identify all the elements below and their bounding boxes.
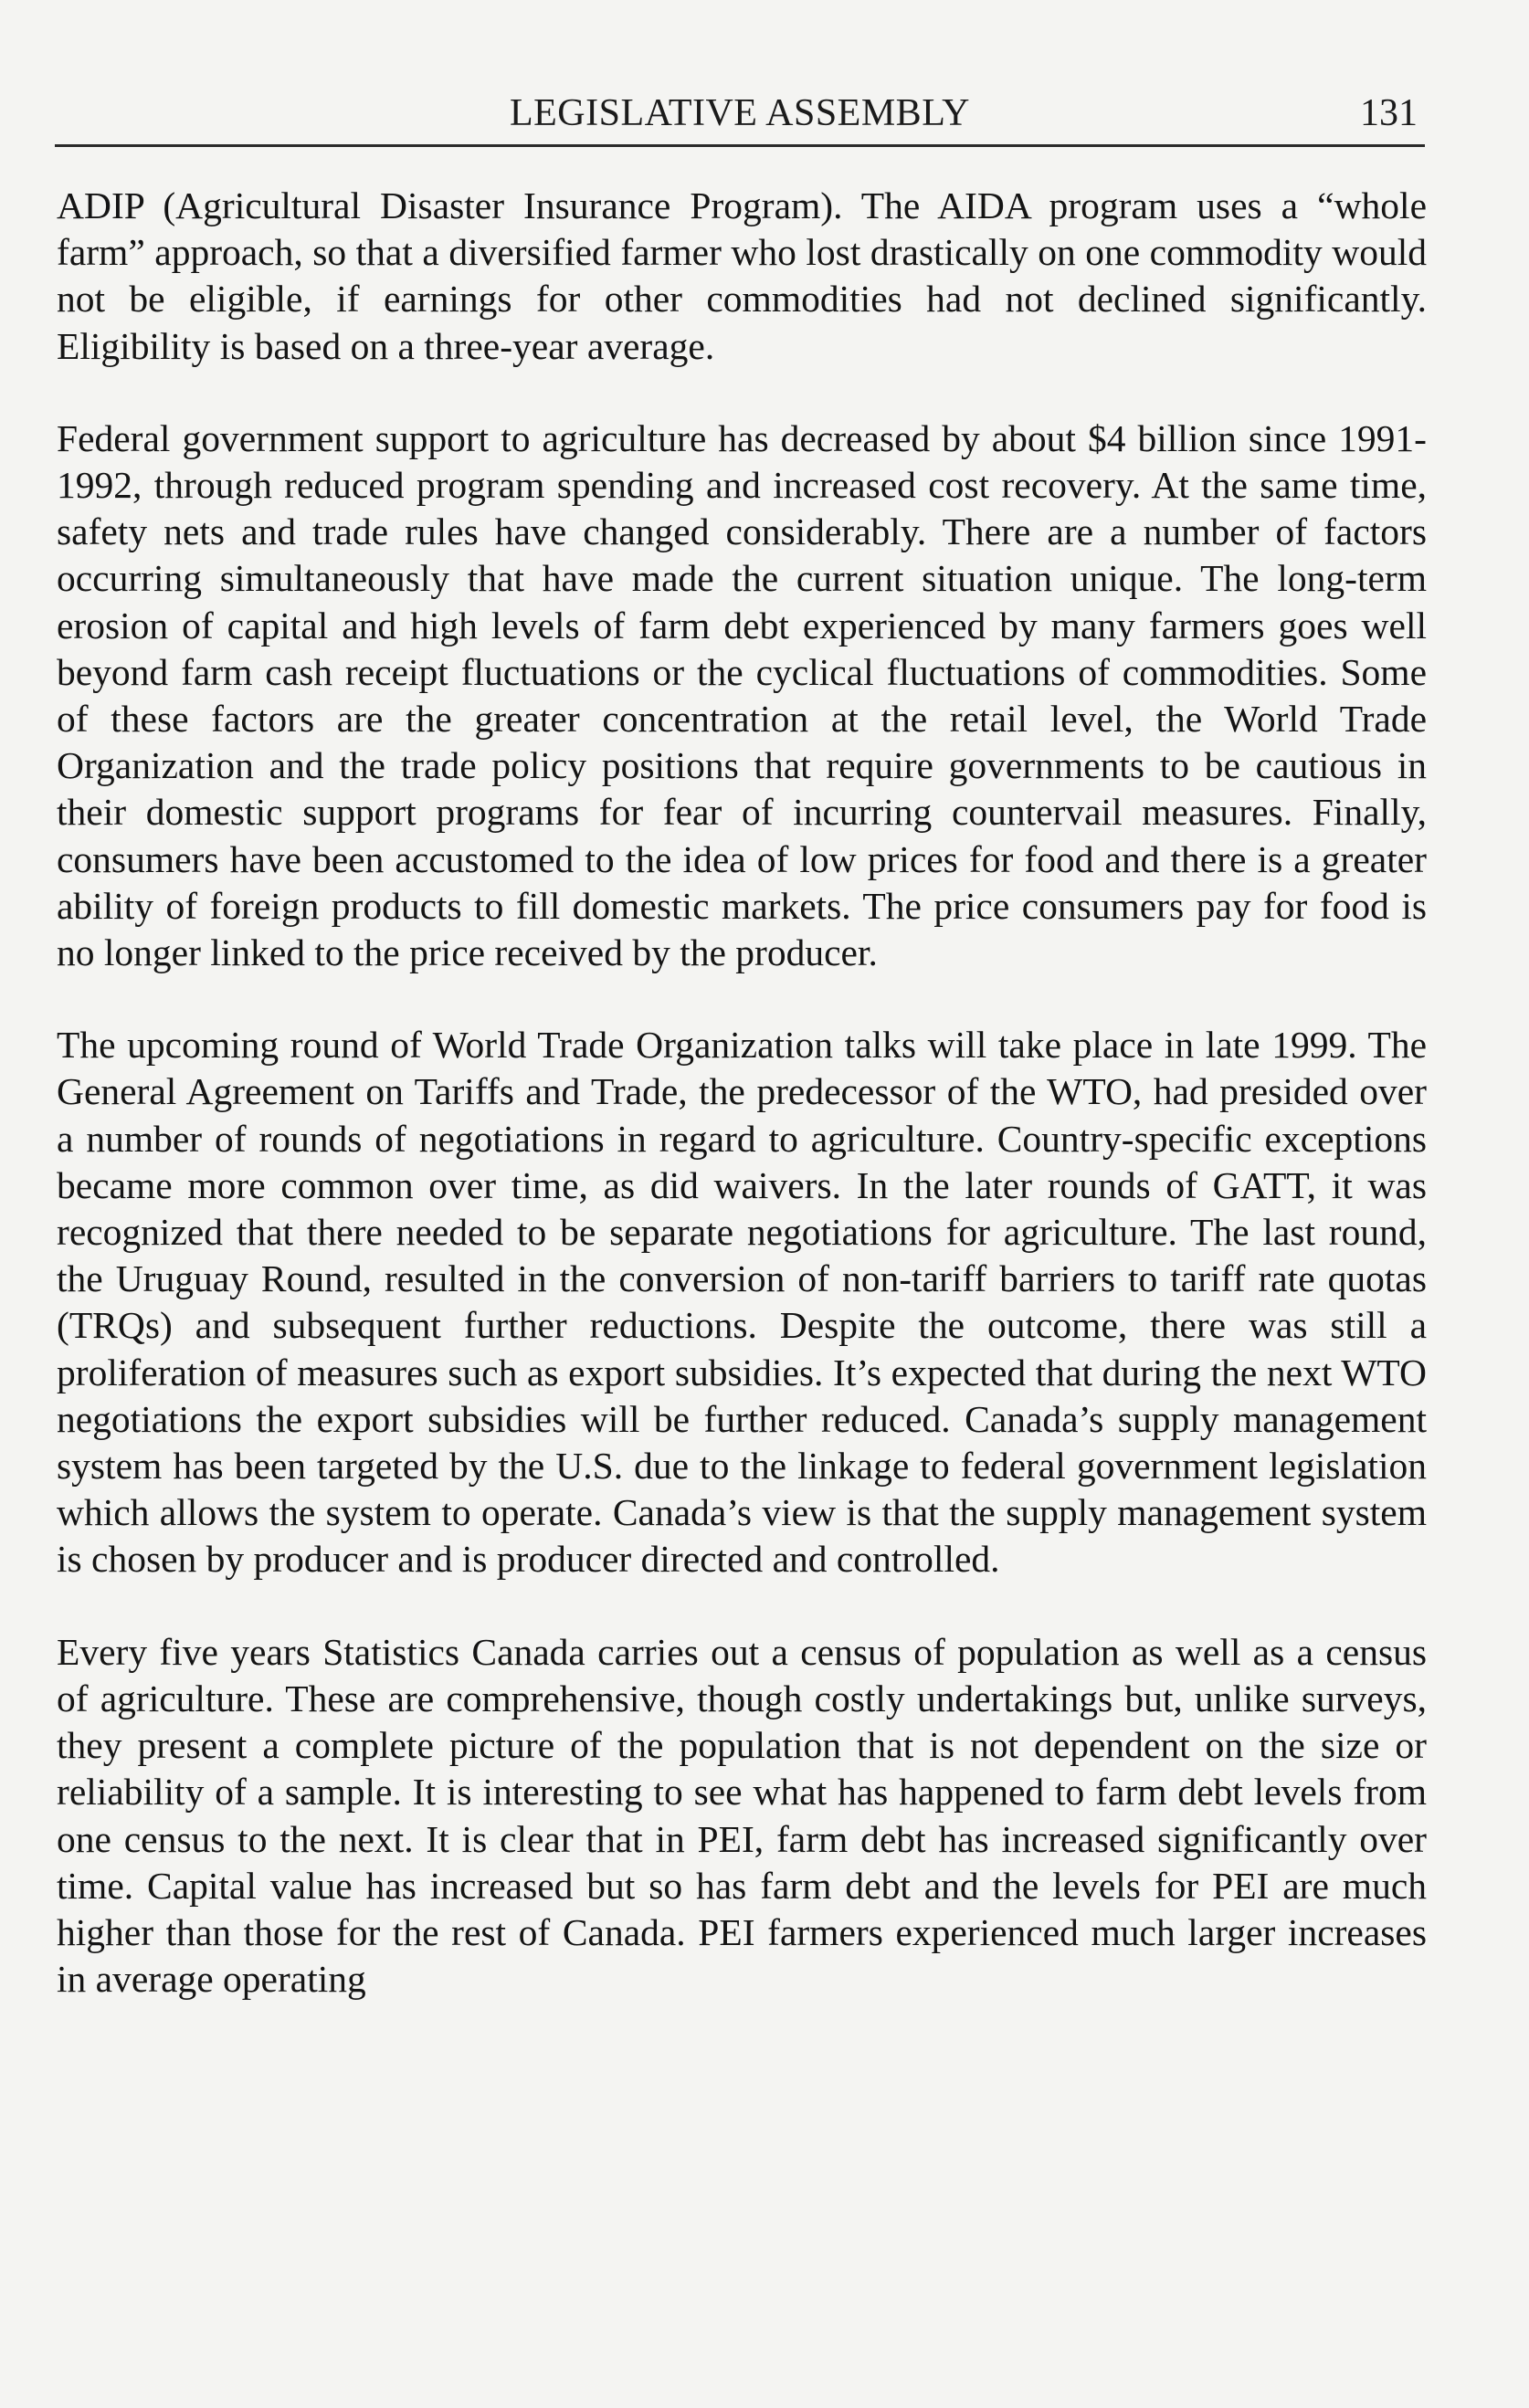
- paragraph-wto-talks: The upcoming round of World Trade Organization talks will take place in late 1999. The General Agreement on Tariffs and Trade, the predecessor of the WTO, had presided over a number of rounds of negotiations in regard to agriculture. Country-specific exceptions became more common over time, as did waivers. In the later rounds of GATT, it was recognized that there needed to be separate negotiations for agriculture. The last round, the Uruguay Round, resulted in the conversion of non-tariff barriers to tariff rate quotas (TRQs) and subsequent further reductions. Despite the outcome, there was still a proliferation of measures such as export subsidies. It’s expected that during the next WTO negotiations the export subsidies will be further reduced. Canada’s supply management system has been targeted by the U.S. due to the linkage to federal government legislation which allows the system to operate. Canada’s view is that the supply management system is chosen by producer and is producer directed and controlled.: [57, 1024, 1427, 1581]
- paragraph-federal-support: Federal government support to agriculture has decreased by about $4 billion since 1991-1992, through reduced program spending and increased cost recovery. At the same time, safety nets and trade rules have changed considerably. There are a number of factors occurring simultaneously that have made the current situation unique. The long-term erosion of capital and high levels of farm debt experienced by many farmers goes well beyond farm cash receipt fluctuations or the cyclical fluctuations of commodities. Some of these factors are the greater concentration at the retail level, the World Trade Organization and the trade policy positions that require governments to be cautious in their domestic support programs for fear of incurring countervail measures. Finally, consumers have been accustomed to the idea of low prices for food and there is a greater ability of foreign products to fill domestic markets. The price consumers pay for food is no longer linked to the price received by the producer.: [57, 416, 1427, 974]
- running-header: [55, 91, 1425, 150]
- page-title: LEGISLATIVE ASSEMBLY: [510, 92, 970, 134]
- paragraph-aida: ADIP (Agricultural Disaster Insurance Program). The AIDA program uses a “whole farm” approach, so that a diversified farmer who lost drastically on one commodity would not be eligible, if earnings for other commodities had not declined significantly. Eligibility is based on a three-year average.: [57, 184, 1427, 367]
- header-rule: [55, 144, 1425, 147]
- page-number: 131: [1360, 92, 1418, 134]
- body-text: [57, 183, 1427, 2048]
- paragraph-census: Every five years Statistics Canada carries out a census of population as well as a census of agriculture. These are comprehensive, though costly undertakings but, unlike surveys, they present a complete picture of the population that is not dependent on the size or reliability of a sample. It is interesting to see what has happened to farm debt levels from one census to the next. It is clear that in PEI, farm debt has increased significantly over time. Capital value has increased but so has farm debt and the levels for PEI are much higher than those for the rest of Canada. PEI farmers experienced much larger increases in average operating: [57, 1630, 1427, 2001]
